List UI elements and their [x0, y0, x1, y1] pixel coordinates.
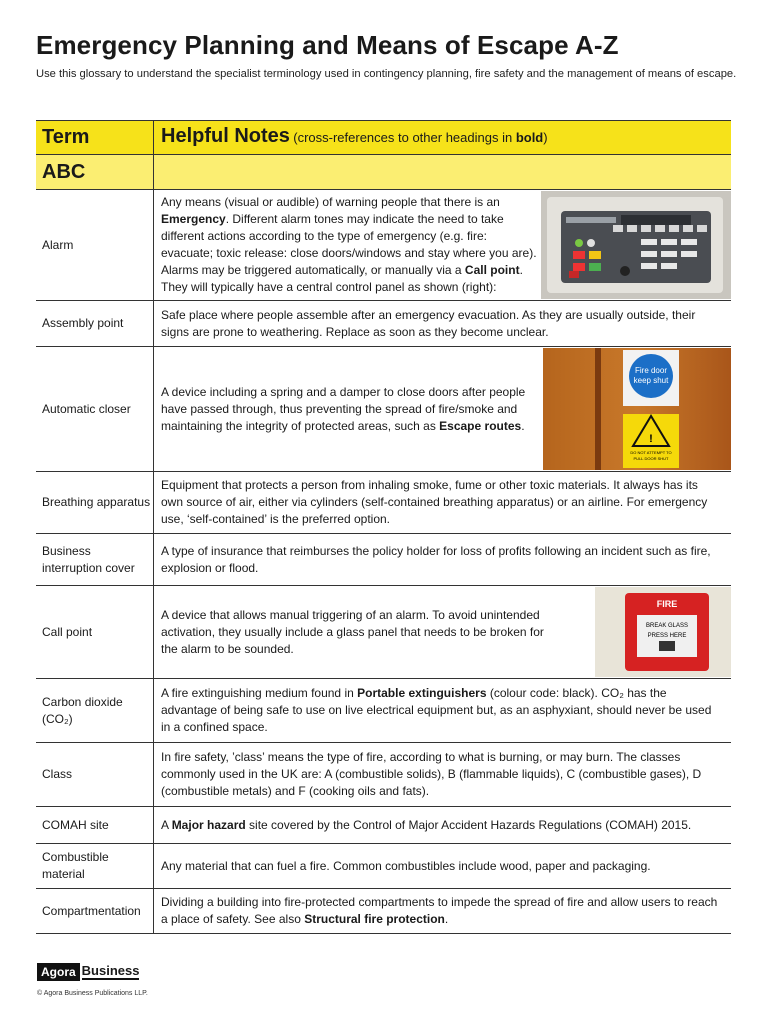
header-notes-sub-bold: bold — [515, 130, 544, 145]
header-notes-main: Helpful Notes — [161, 125, 290, 147]
svg-text:keep shut: keep shut — [633, 376, 669, 385]
section-label: ABC — [36, 155, 154, 190]
row-term: COMAH site — [36, 807, 154, 844]
table-header-row — [36, 121, 731, 155]
logo-text: Business — [81, 963, 140, 978]
row-note — [154, 190, 732, 301]
row-note: Dividing a building into fire-protected compartments to impede the spread of fire and allow users to reach a place of safety. See also Structural fire protection. — [154, 889, 732, 934]
header-term: Term — [36, 121, 154, 155]
row-term: Compartmentation — [36, 889, 154, 934]
glossary-table — [36, 120, 731, 934]
section-empty — [154, 155, 732, 190]
agora-business-logo — [37, 963, 139, 981]
table-row — [36, 743, 731, 807]
row-note: A type of insurance that reimburses the policy holder for loss of profits following an incident such as fire, explosion or flood. — [154, 534, 732, 586]
section-row — [36, 155, 731, 190]
row-term: Alarm — [36, 190, 154, 301]
row-note: In fire safety, ’class’ means the type of fire, according to what is burning, or may burn. The classes commonly used in the UK are: A (combustible solids), B (flammable liquids), C (combustible gases), D (combustible metals) and F (cooking oils and fats). — [154, 743, 732, 807]
door-sign-text: Fire door — [634, 366, 668, 375]
header-notes-sub-a: (cross-references to other headings in — [293, 130, 516, 145]
row-note — [154, 347, 732, 472]
row-term: Assembly point — [36, 301, 154, 347]
row-term: Automatic closer — [36, 347, 154, 472]
header-notes — [154, 121, 732, 155]
row-note-text: A device including a spring and a damper to close doors after people have passed through, thus preventing the spread of fire/smoke and maintaining the integrity of protected areas, such as Escape routes. — [161, 384, 526, 433]
page-subtitle: Use this glossary to understand the specialist terminology used in contingency planning, fire safety and the management of means of escape. — [36, 68, 737, 80]
table-row — [36, 844, 731, 889]
row-note: A fire extinguishing medium found in Portable extinguishers (colour code: black). CO₂ has the advantage of being safe to use on live electrical equipment but, as an asphyxiant, should never be used in a confined space. — [154, 679, 732, 743]
table-row — [36, 534, 731, 586]
alarm-panel-image — [541, 191, 731, 299]
row-note-text: Any means (visual or audible) of warning people that there is an Emergency. Different alarm tones may indicate the need to take different actions according to the type of emergency (e.g. fire: evacuate; toxic release: close doors/windows and stay where you are). Alarms may be triggered automatically, or manually via a Call point. They will typically have a central control panel as shown (right): — [161, 195, 537, 294]
page-title: Emergency Planning and Means of Escape A-Z — [36, 30, 619, 60]
copyright: © Agora Business Publications LLP. — [37, 990, 148, 997]
fire-door-image — [543, 348, 731, 470]
table-row — [36, 679, 731, 743]
table-row — [36, 807, 731, 844]
svg-text:BREAK GLASS: BREAK GLASS — [645, 623, 689, 629]
row-note: Equipment that protects a person from inhaling smoke, fume or other toxic materials. It always has its own source of air, either via cylinders (self-contained breathing apparatus) or an airline. For emergency use, ‘self-contained’ is the preferred option. — [154, 472, 732, 534]
table-row — [36, 586, 731, 679]
row-term: Combustible material — [36, 844, 154, 889]
row-term: Business interruption cover — [36, 534, 154, 586]
row-note: Safe place where people assemble after an emergency evacuation. As they are usually outside, their signs are prone to weathering. Replace as soon as they become unclear. — [154, 301, 732, 347]
table-row — [36, 190, 731, 301]
row-term: Carbon dioxide (CO₂) — [36, 679, 154, 743]
table-row — [36, 889, 731, 934]
svg-text:PRESS HERE: PRESS HERE — [647, 633, 687, 639]
row-note: Any material that can fuel a fire. Common combustibles include wood, paper and packaging. — [154, 844, 732, 889]
row-note-text: A device that allows manual triggering of an alarm. To avoid unintended activation, they usually include a glass panel that needs to be broken for the alarm to be sounded. — [161, 607, 544, 656]
svg-text:DO NOT ATTEMPT TO: DO NOT ATTEMPT TO — [630, 450, 672, 455]
table-row — [36, 347, 731, 472]
row-term: Call point — [36, 586, 154, 679]
row-term: Breathing apparatus — [36, 472, 154, 534]
row-term: Class — [36, 743, 154, 807]
svg-text:!: ! — [649, 433, 653, 445]
header-notes-sub-b: ) — [543, 130, 548, 145]
svg-text:FIRE: FIRE — [656, 599, 678, 609]
row-note: A Major hazard site covered by the Control of Major Accident Hazards Regulations (COMAH) 2015. — [154, 807, 732, 844]
header-notes-sub — [293, 130, 547, 145]
table-row — [36, 301, 731, 347]
logo-box: Agora — [37, 963, 80, 981]
row-note — [154, 586, 732, 679]
call-point-image — [595, 587, 731, 677]
svg-text:PULL DOOR SHUT: PULL DOOR SHUT — [633, 456, 669, 461]
table-row — [36, 472, 731, 534]
